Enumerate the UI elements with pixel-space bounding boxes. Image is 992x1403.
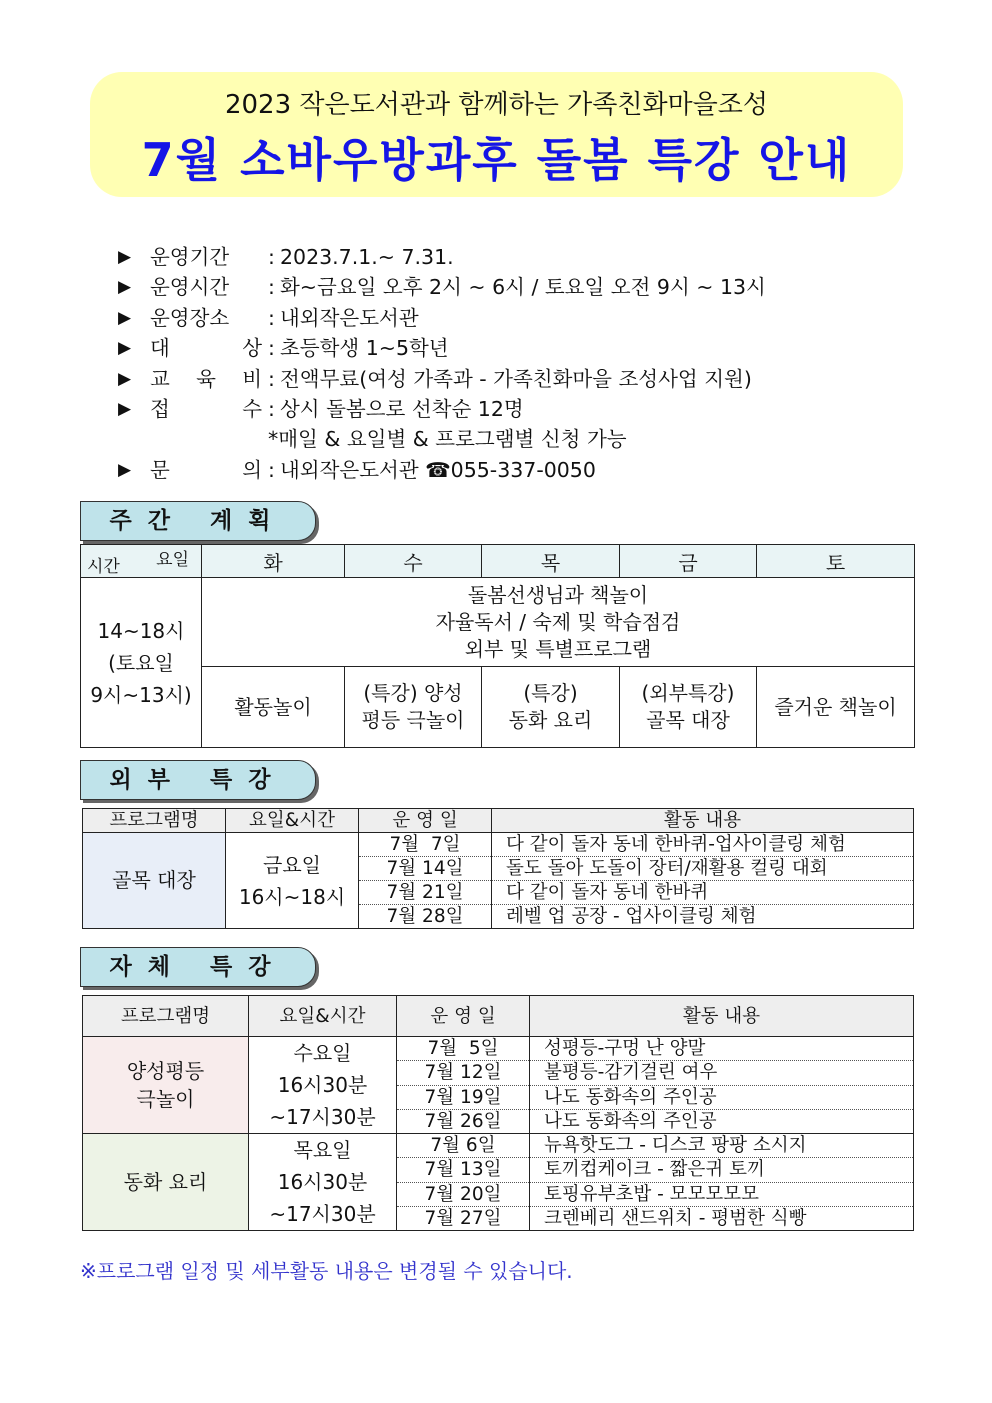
info-label-char: 상: [242, 336, 262, 361]
column-header: 요일&시간: [226, 809, 359, 833]
program-name-cell: [83, 1134, 249, 1231]
program-name-line: 양성평등: [126, 1059, 205, 1083]
content-cell: 돌도 돌아 도돌이 장터/재활용 컬링 대회: [492, 857, 914, 881]
info-colon: :: [268, 396, 275, 421]
info-row: [118, 272, 938, 302]
schedule-cell: [249, 1134, 397, 1231]
day-header: 화: [202, 545, 345, 578]
date-cell: 7월 6일: [397, 1134, 530, 1158]
info-colon: :: [268, 457, 275, 482]
info-label-char: 수: [242, 396, 262, 421]
schedule-line: ~17시30분: [269, 1105, 376, 1129]
date-cell: 7월 21일: [359, 881, 492, 905]
date-cell: 7월 13일: [397, 1158, 530, 1182]
section-title-weekly: 주간 계획: [80, 501, 316, 541]
info-value: 화~금요일 오후 2시 ~ 6시 / 토요일 오전 9시 ~ 13시: [280, 275, 766, 300]
activity-line: 평등 극놀이: [361, 708, 465, 732]
activity-cell: [482, 667, 620, 748]
corner-time-label: 시간: [87, 557, 120, 577]
info-value: 내외작은도서관: [280, 305, 419, 330]
activity-cell: [757, 667, 915, 748]
internal-lecture-table: [82, 995, 914, 1231]
schedule-line: 16시30분: [277, 1073, 368, 1097]
info-row: [118, 303, 938, 333]
activity-cell: [620, 667, 757, 748]
column-header: 활동 내용: [530, 996, 914, 1037]
day-header: 수: [345, 545, 482, 578]
content-cell: 나도 동화속의 주인공: [530, 1109, 914, 1133]
weekly-plan-table: [80, 544, 915, 748]
info-label: [150, 303, 262, 333]
content-cell: 크렌베리 샌드위치 - 평범한 식빵: [530, 1206, 914, 1230]
corner-cell: [81, 545, 202, 578]
info-label: [150, 333, 262, 363]
date-cell: 7월 5일: [397, 1037, 530, 1061]
bullet-arrow-icon: ▶: [118, 307, 132, 328]
info-colon: :: [268, 305, 275, 330]
info-label: [150, 364, 262, 394]
activity-line: (특강) 양성: [363, 681, 463, 705]
info-label-text: 운영장소: [150, 305, 230, 330]
info-label: [150, 394, 262, 424]
day-header: 토: [757, 545, 915, 578]
activity-line: 즐거운 책놀이: [774, 694, 897, 719]
info-list: [118, 242, 938, 485]
info-label-char: 교: [150, 366, 170, 391]
content-cell: 레벨 업 공장 - 업사이클링 체험: [492, 905, 914, 929]
section-title-internal: 자체 특강: [80, 947, 316, 987]
date-cell: 7월 7일: [359, 833, 492, 857]
info-colon: :: [268, 366, 275, 391]
content-cell: 나도 동화속의 주인공: [530, 1085, 914, 1109]
time-cell: [81, 578, 202, 748]
date-cell: 7월 26일: [397, 1109, 530, 1133]
banner-subtitle: 2023 작은도서관과 함께하는 가족친화마을조성: [224, 90, 769, 120]
schedule-line: 16시30분: [277, 1170, 368, 1194]
column-header: 프로그램명: [83, 996, 249, 1037]
common-line: 돌봄선생님과 책놀이: [467, 582, 649, 607]
info-label: [150, 455, 262, 485]
info-label-char: 의: [242, 457, 262, 482]
content-cell: 다 같이 돌자 동네 한바퀴: [492, 881, 914, 905]
activity-line: 동화 요리: [508, 708, 593, 732]
program-name-cell: 골목 대장: [83, 833, 226, 929]
section-title-external: 외부 특강: [80, 760, 316, 800]
info-row: [118, 364, 938, 394]
bullet-arrow-icon: ▶: [118, 247, 132, 267]
date-cell: 7월 14일: [359, 857, 492, 881]
info-colon: :: [268, 336, 275, 361]
info-row: [118, 394, 938, 424]
day-header: 금: [620, 545, 757, 578]
date-cell: 7월 28일: [359, 905, 492, 929]
date-cell: 7월 19일: [397, 1085, 530, 1109]
title-banner: [90, 72, 903, 197]
bullet-arrow-icon: ▶: [118, 368, 132, 389]
info-label-char: 접: [150, 396, 170, 421]
bullet-arrow-icon: ▶: [118, 398, 132, 419]
date-cell: 7월 27일: [397, 1206, 530, 1230]
common-line: 외부 및 특별프로그램: [464, 636, 652, 661]
info-label-char: 대: [150, 336, 170, 361]
info-value: 상시 돌봄으로 선착순 12명: [280, 396, 524, 421]
schedule-cell: [226, 833, 359, 929]
bullet-arrow-icon: ▶: [118, 459, 132, 480]
activity-line: (특강): [523, 681, 578, 705]
program-name-cell: [83, 1037, 249, 1134]
content-cell: 다 같이 돌자 동네 한바퀴-업사이클링 체험: [492, 833, 914, 857]
common-activities: [202, 578, 915, 667]
bullet-arrow-icon: ▶: [118, 277, 132, 298]
content-cell: 토핑유부초밥 - 모모모모모: [530, 1182, 914, 1206]
bullet-arrow-icon: ▶: [118, 338, 132, 359]
info-note: *매일 & 요일별 & 프로그램별 신청 가능: [268, 427, 627, 452]
activity-line: 활동놀이: [234, 694, 312, 719]
column-header: 운 영 일: [397, 996, 530, 1037]
day-header: 목: [482, 545, 620, 578]
date-cell: 7월 20일: [397, 1182, 530, 1206]
info-label-text: 운영기간: [150, 245, 230, 269]
time-line: 9시~13시): [90, 682, 192, 707]
column-header: 활동 내용: [492, 809, 914, 833]
activity-cell: [345, 667, 482, 748]
content-cell: 성평등-구멍 난 양말: [530, 1037, 914, 1061]
info-value: 전액무료(여성 가족과 - 가족친화마을 조성사업 지원): [280, 366, 752, 391]
schedule-line: 목요일: [293, 1138, 352, 1162]
column-header: 프로그램명: [83, 809, 226, 833]
info-label: [150, 272, 262, 302]
program-name-line: 극놀이: [136, 1087, 195, 1111]
info-value: 초등학생 1~5학년: [280, 336, 449, 361]
info-label-char: 비: [242, 366, 262, 391]
info-row: [118, 242, 938, 272]
common-line: 자율독서 / 숙제 및 학습점검: [435, 609, 681, 634]
content-cell: 뉴욕핫도그 - 디스코 팡팡 소시지: [530, 1134, 914, 1158]
date-cell: 7월 12일: [397, 1061, 530, 1085]
activity-cell: [202, 667, 345, 748]
external-lecture-table: [82, 808, 914, 929]
column-header: 요일&시간: [249, 996, 397, 1037]
info-row: [118, 333, 938, 363]
program-name-line: 동화 요리: [123, 1169, 208, 1194]
info-label-char: 문: [150, 457, 170, 482]
time-line: 14~18시: [97, 618, 185, 643]
info-colon: :: [268, 245, 275, 269]
schedule-line: ~17시30분: [269, 1202, 376, 1226]
info-colon: :: [268, 275, 275, 300]
footer-note: ※프로그램 일정 및 세부활동 내용은 변경될 수 있습니다.: [80, 1259, 573, 1283]
info-row: [118, 424, 938, 454]
schedule-line: 수요일: [293, 1041, 352, 1065]
activity-line: (외부특강): [641, 681, 735, 705]
content-cell: 불평등-감기걸린 여우: [530, 1061, 914, 1085]
schedule-cell: [249, 1037, 397, 1134]
corner-day-label: 요일: [156, 550, 189, 570]
info-label-text: 운영시간: [150, 275, 230, 300]
info-label: [150, 242, 262, 272]
column-header: 운 영 일: [359, 809, 492, 833]
banner-title: 7월 소바우방과후 돌봄 특강 안내: [141, 133, 852, 187]
info-value: 내외작은도서관 ☎055-337-0050: [280, 457, 596, 482]
activity-line: 골목 대장: [646, 708, 730, 732]
content-cell: 토끼컵케이크 - 짧은귀 토끼: [530, 1158, 914, 1182]
info-label-char: 육: [196, 366, 216, 391]
info-row: [118, 455, 938, 485]
schedule-line: 16시~18시: [238, 884, 346, 909]
time-line: (토요일: [108, 650, 174, 675]
info-value: 2023.7.1.~ 7.31.: [280, 245, 454, 269]
schedule-line: 금요일: [263, 852, 321, 877]
